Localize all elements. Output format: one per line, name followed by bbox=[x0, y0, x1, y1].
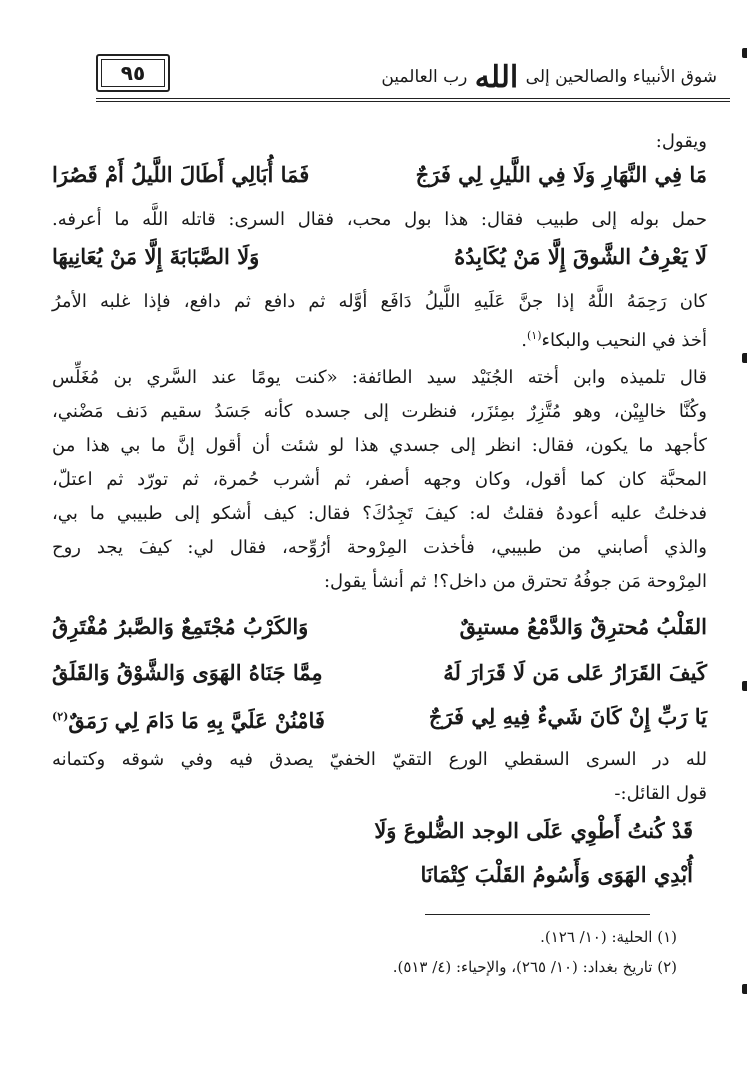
verse-line bbox=[52, 242, 707, 272]
page-number: ٩٥ bbox=[120, 61, 146, 85]
text-line: والذي أصابني من طبيبي، فأخذت المِرْوحة أرُوِّحه، فقال لي: كيفَ يجد روح bbox=[52, 537, 707, 558]
verse-line bbox=[52, 702, 707, 736]
text-line: وكُنَّا خاليِيْن، وهو مُتَّزِرٌ بمِئزَر، فنظرت إلى جسده كأنه جَسَدُ سقيم دَنف مَضْني، bbox=[52, 401, 707, 422]
text-line: حمل بوله إلى طبيب فقال: هذا بول محب، فقال السرى: قاتله اللَّه ما أعرفه. bbox=[52, 209, 707, 230]
edge-mark bbox=[742, 48, 747, 58]
verse-line bbox=[52, 860, 707, 890]
footnote-ref: (٢) bbox=[52, 710, 69, 723]
footnote-rule bbox=[425, 914, 650, 915]
text-line: المحبَّة كان كما أقول، وكان وجهه أصفر، ثم أشرب حُمرة، ثم تورّد ثم اعتلّ، bbox=[52, 469, 707, 490]
verse-hemistich bbox=[52, 702, 325, 736]
verse-hemistich: مِمَّا جَنَاهُ الهَوَى وَالشَّوْقُ وَالقَلَقُ bbox=[52, 660, 323, 685]
verse-hemistich: وَالكَرْبُ مُجْتَمِعٌ وَالصَّبرُ مُفْتَرِقُ bbox=[52, 614, 309, 639]
header-rule bbox=[96, 101, 730, 102]
running-title-allah: الله bbox=[474, 60, 519, 95]
text-line: قول القائل:- bbox=[614, 783, 707, 804]
text-line: أخذ في النحيب والبكاء$^{(١)}$. bbox=[521, 329, 707, 351]
verse-text: فَامْنُنْ عَلَيَّ بِهِ مَا دَامَ لِي رَمَقٌ bbox=[68, 708, 325, 733]
footnote: (١) الحلية: (١٠/ ١٢٦). bbox=[540, 928, 677, 946]
text-line: قال تلميذه وابن أخته الجُنَيْد سيد الطائفة: «كنت يومًا عند السَّري بن مُغَلِّس bbox=[52, 367, 707, 388]
footnote-ref: (١) bbox=[526, 329, 542, 342]
intro-line: ويقول: bbox=[655, 131, 707, 152]
text-line: المِرْوحة مَن جوفُهُ تحترق من داخل؟! ثم أنشأ يقول: bbox=[323, 571, 707, 592]
verse-line bbox=[52, 816, 707, 846]
verse-line bbox=[52, 658, 707, 688]
header-rule bbox=[96, 98, 730, 99]
verse-line bbox=[52, 612, 707, 642]
footnote: (٢) تاريخ بغداد: (١٠/ ٢٦٥)، والإحياء: (٤/ ٥١٣). bbox=[392, 958, 677, 976]
verse-line bbox=[52, 160, 707, 190]
running-title bbox=[297, 60, 717, 95]
verse-hemistich: مَا فِي النَّهَارِ وَلَا فِي اللَّيلِ لِي فَرَجٌ bbox=[415, 162, 707, 187]
edge-mark bbox=[742, 984, 747, 994]
running-title-suffix: رب العالمين bbox=[381, 67, 468, 87]
verse-hemistich: لَا يَعْرِفُ الشَّوقَ إِلَّا مَنْ يُكَابِدُهُ bbox=[454, 244, 707, 269]
edge-mark bbox=[742, 681, 747, 691]
page-number-frame bbox=[96, 54, 170, 92]
verse-hemistich: يَا رَبِّ إِنْ كَانَ شَيءٌ فِيهِ لِي فَرَجٌ bbox=[428, 704, 707, 729]
verse-hemistich: وَلَا الصَّبَابَةَ إِلَّا مَنْ يُعَانِيهَا bbox=[52, 244, 260, 269]
verse-hemistich: قَدْ كُنتُ أَطْوِي عَلَى الوجد الضُّلوعَ وَلَا bbox=[374, 818, 693, 843]
text-line: كأجهد ما يكون، فقال: انظر إلى جسدي هذا لو شئت أن أقول إنَّ ما بي هذا من bbox=[52, 435, 707, 456]
verse-hemistich: فَمَا أُبَالِي أَطَالَ اللَّيلُ أَمْ قَصُرَا bbox=[52, 162, 310, 187]
verse-hemistich: القَلْبُ مُحترِقٌ وَالدَّمْعُ مستبِقٌ bbox=[459, 614, 707, 639]
text-segment: أخذ في النحيب والبكاء bbox=[541, 330, 707, 351]
text-line: لله در السرى السقطي الورع التقيّ الخفيّ يصدق فيه وفي شوقه وكتمانه bbox=[52, 749, 707, 770]
verse-hemistich: كَيفَ القَرَارُ عَلى مَن لَا قَرَارَ لَهُ bbox=[443, 660, 707, 685]
verse-hemistich: أُبْدِي الهَوَى وَأَسُومُ القَلْبَ كِتْمَانَا bbox=[420, 862, 693, 887]
running-title-prefix: شوق الأنبياء والصالحين إلى bbox=[525, 67, 717, 87]
edge-mark bbox=[742, 353, 747, 363]
text-line: فدخلتُ عليه أعودهُ فقلتُ له: كيفَ تَجِدُكَ؟ فقال: كيف أشكو إلى طبيبي ما بي، bbox=[52, 503, 707, 524]
text-line: كان رَحِمَهُ اللَّهُ إذا جنَّ عَلَيهِ اللَّيلُ دَافَع أوَّله ثم دافع ثم دافع، فإذا غلبه الأمرُ bbox=[52, 291, 707, 312]
